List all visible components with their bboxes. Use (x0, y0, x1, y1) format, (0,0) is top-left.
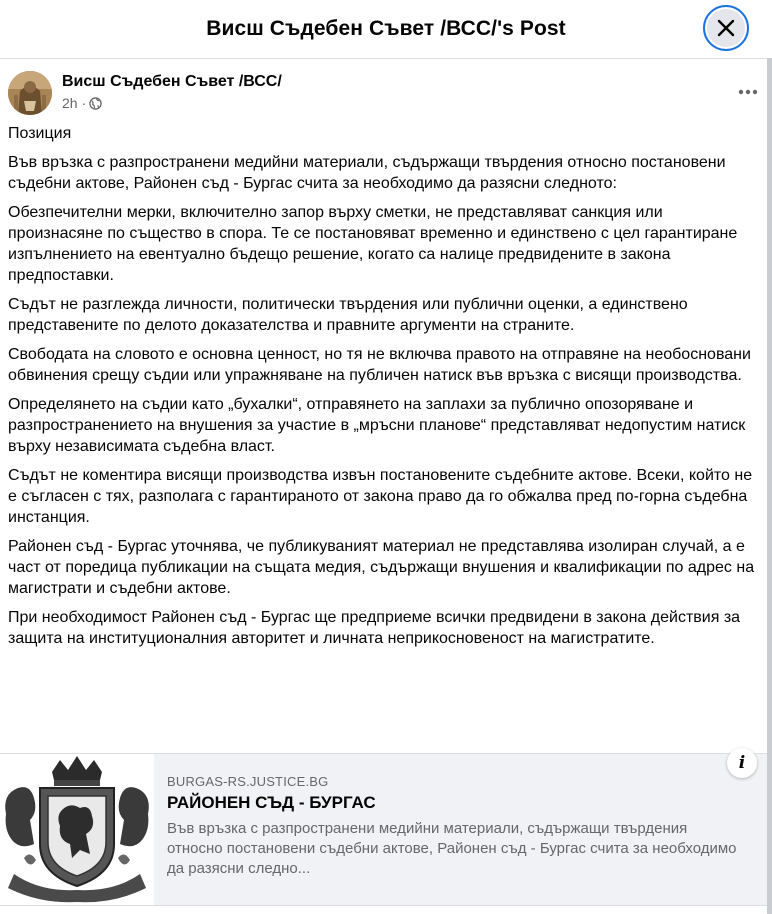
link-description: Във връзка с разпространени медийни материали, съдържащи твърдения относно постановени съдебни актове, Районен съд - Бургас счита за необходимо да разясни следно... (167, 820, 737, 877)
avatar-image (8, 71, 52, 115)
post-author[interactable]: Висш Съдебен Съвет /ВСС/ (62, 73, 282, 90)
close-button[interactable] (703, 5, 749, 51)
post-paragraph: Във връзка с разпространени медийни материали, съдържащи твърдения относно постановени съдебни актове, Районен съд - Бургас счита за необходимо да разясни следното: (8, 154, 726, 192)
globe-icon[interactable] (89, 97, 102, 110)
post-paragraph: Обезпечителни мерки, включително запор върху сметки, не представляват санкция или произнасяне по същество в спора. Те се постановяват временно и единствено с цел гарантиране изпълнението на евентуално бъдещо решение, когато са налице предвидените в закона предпоставки. (8, 204, 738, 284)
post-time[interactable]: 2h · (62, 95, 87, 111)
coat-of-arms-icon (0, 754, 154, 905)
post-paragraph: Районен съд - Бургас уточнява, че публикуваният материал не представлява изолиран случай, а е част от поредица публикации на същата медия, съдържащи внушения и квалификации по адрес на магистрати и съдебни актове. (8, 538, 755, 597)
link-preview-card[interactable] (0, 753, 767, 905)
info-button[interactable] (727, 748, 757, 778)
post-paragraph: Свободата на словото е основна ценност, но тя не включва правото на отправяне на необосновани обвинения срещу съдии или упражняване на публичен натиск във връзка с висящи производства. (8, 346, 751, 384)
link-preview-text (167, 774, 747, 879)
link-domain: BURGAS-RS.JUSTICE.BG (167, 774, 329, 789)
post-paragraph: Съдът не разглежда личности, политически твърдения или публични оценки, а единствено представените по делото доказателства и правните аргументи на страните. (8, 296, 688, 334)
divider (0, 905, 767, 906)
post-header (8, 70, 748, 118)
more-options-icon (738, 89, 758, 95)
close-icon (717, 19, 735, 37)
post-paragraph: Позиция (8, 125, 72, 142)
more-options-button[interactable] (734, 82, 762, 102)
link-preview-image[interactable] (0, 754, 154, 905)
dialog-header (0, 0, 772, 59)
dialog-title: Висш Съдебен Съвет /ВСС/'s Post (206, 17, 566, 40)
post-text (8, 123, 760, 657)
link-title[interactable]: РАЙОНЕН СЪД - БУРГАС (167, 793, 376, 812)
post-paragraph: Определянето на съдии като „бухалки“, отправянето на заплахи за публично опозоряване и разпространението на внушения за участие в „мръсни планове“ представляват недопустим натиск върху независимата съдебна власт. (8, 396, 746, 455)
post-meta (62, 95, 102, 111)
post-paragraph: При необходимост Районен съд - Бургас ще предприеме всички предвидени в закона действия за защита на институционалния авторитет и личната неприкосновеност на магистратите. (8, 609, 741, 647)
post-paragraph: Съдът не коментира висящи производства извън постановените съдебните актове. Всеки, който не е съгласен с тях, разполага с гарантираното от закона право да го обжалва пред по-горна съдебна инстанция. (8, 467, 753, 526)
info-icon: i (738, 753, 746, 773)
scrollbar-track[interactable] (767, 58, 772, 914)
avatar[interactable] (8, 71, 52, 115)
